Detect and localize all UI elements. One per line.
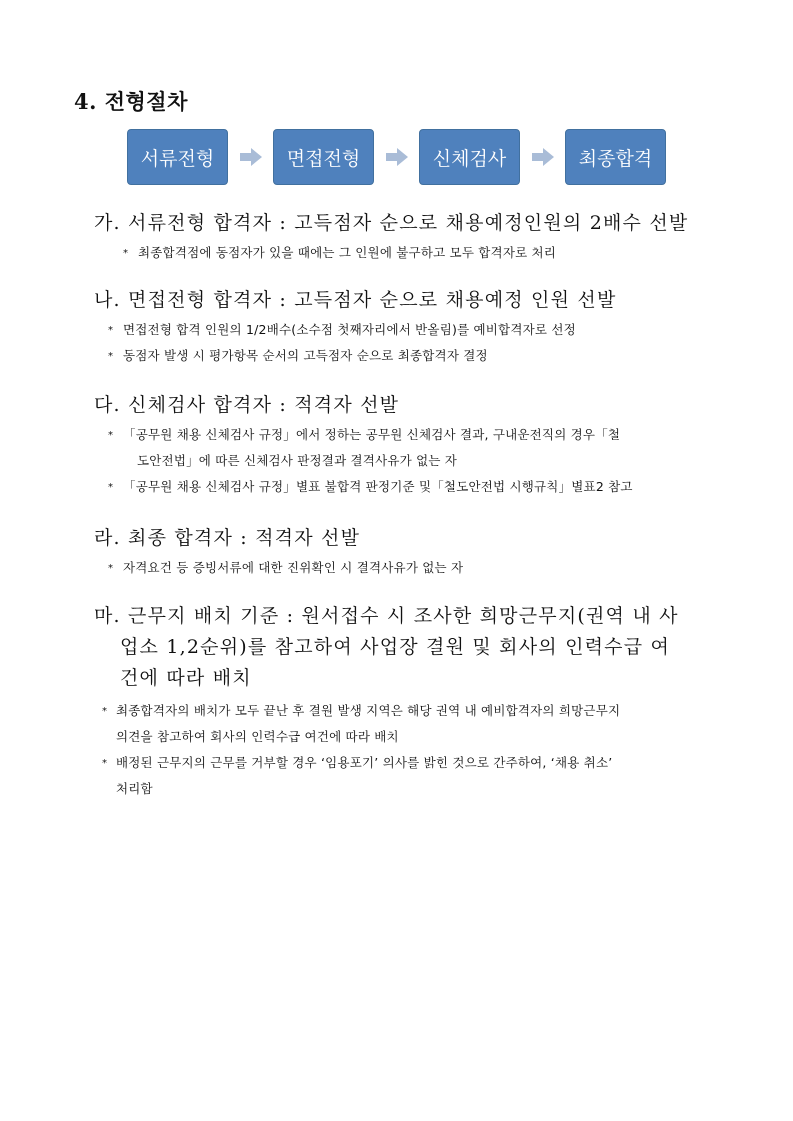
note-text: 의견을 참고하여 회사의 인력수급 여건에 따라 배치: [116, 729, 399, 744]
note-text: 도안전법」에 따른 신체검사 판정결과 결격사유가 없는 자: [137, 453, 458, 468]
bullet-star: *: [102, 706, 108, 717]
flow-step-final-pass: 최종합격: [565, 129, 666, 185]
note-item: [94, 343, 719, 369]
section-title: 다. 신체검사 합격자 : 적격자 선발: [94, 394, 400, 416]
note-item: [94, 422, 719, 474]
note-text: 동점자 발생 시 평가항목 순서의 고득점자 순으로 최종합격자 결정: [123, 348, 488, 363]
flow-step-physical-exam: 신체검사: [419, 129, 520, 185]
bullet-star: *: [102, 758, 108, 769]
selection-process-flow: [127, 129, 666, 185]
section-na: [94, 287, 719, 369]
note-item: [94, 698, 719, 750]
note-item: [94, 317, 719, 343]
section-title-line: 업소 1,2순위)를 참고하여 사업장 결원 및 회사의 인력수급 여: [120, 636, 671, 658]
section-da: [94, 392, 719, 500]
bullet-star: *: [108, 430, 114, 441]
section-ra: [94, 525, 719, 581]
section-title-line: 건에 따라 배치: [120, 667, 252, 689]
right-arrow-icon: [228, 148, 273, 166]
note-text: 면접전형 합격 인원의 1/2배수(소수점 첫째자리에서 반올림)를 예비합격자로 선정: [123, 322, 576, 337]
note-text: 「공무원 채용 신체검사 규정」에서 정하는 공무원 신체검사 결과, 구내운전직의 경우「철: [123, 427, 621, 442]
note-item: [94, 555, 719, 581]
section-heading: 4. 전형절차: [74, 89, 188, 114]
note-text: 최종합격자의 배치가 모두 끝난 후 결원 발생 지역은 해당 권역 내 예비합격자의 희망근무지: [116, 703, 621, 718]
section-title: 나. 면접전형 합격자 : 고득점자 순으로 채용예정 인원 선발: [94, 289, 617, 311]
right-arrow-icon: [374, 148, 419, 166]
bullet-star: *: [108, 482, 114, 493]
section-title-line: 마. 근무지 배치 기준 : 원서접수 시 조사한 희망근무지(권역 내 사: [94, 605, 679, 627]
note-text: 자격요건 등 증빙서류에 대한 진위확인 시 결격사유가 없는 자: [123, 560, 464, 575]
note-item: [94, 750, 719, 802]
bullet-star: *: [108, 325, 114, 336]
right-arrow-icon: [520, 148, 565, 166]
note-text: 처리함: [116, 781, 153, 796]
bullet-star: *: [108, 563, 114, 574]
section-title: 라. 최종 합격자 : 적격자 선발: [94, 527, 361, 549]
note-text: 배정된 근무지의 근무를 거부할 경우 ‘임용포기’ 의사를 밝힌 것으로 간주하여, ‘채용 취소’: [116, 755, 613, 770]
section-ga: [94, 210, 719, 266]
flow-step-document-screening: 서류전형: [127, 129, 228, 185]
flow-step-interview: 면접전형: [273, 129, 374, 185]
bullet-star: *: [108, 351, 114, 362]
section-ma: [94, 601, 719, 802]
note-item: [94, 240, 719, 266]
bullet-star: *: [123, 248, 129, 259]
section-title: 가. 서류전형 합격자 : 고득점자 순으로 채용예정인원의 2배수 선발: [94, 212, 689, 234]
note-item: [94, 474, 719, 500]
note-text: 최종합격점에 동점자가 있을 때에는 그 인원에 불구하고 모두 합격자로 처리: [138, 245, 557, 260]
section-title: [94, 601, 719, 694]
note-text: 「공무원 채용 신체검사 규정」별표 불합격 판정기준 및「철도안전법 시행규칙」별표2 참고: [123, 479, 633, 494]
